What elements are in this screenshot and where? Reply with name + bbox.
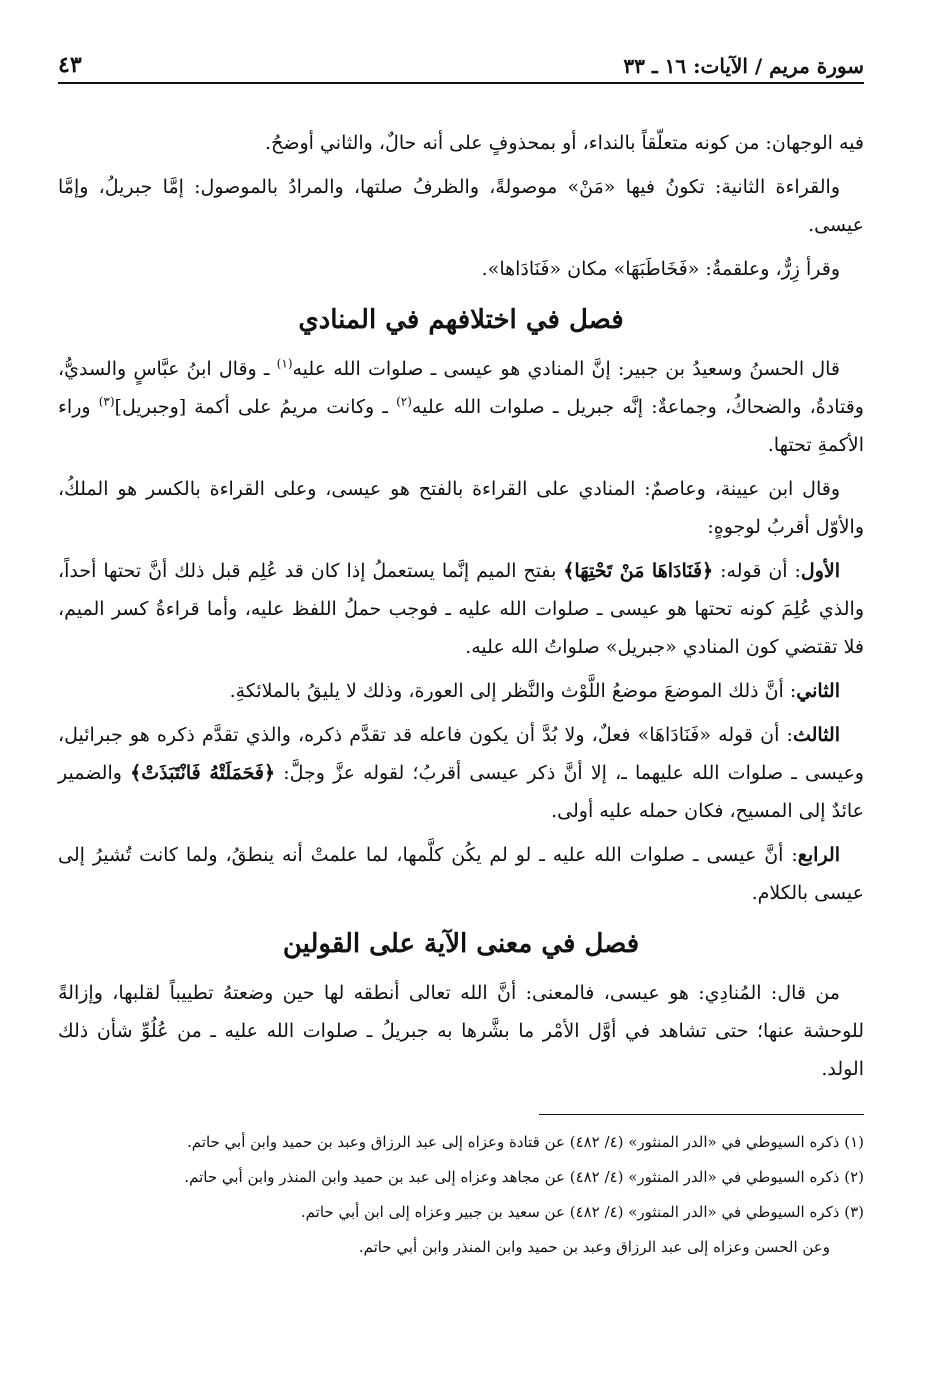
- text-run: : أنَّ ذلك الموضعَ موضعُ اللَّوْث والنَّظر إلى العورة، وذلك لا يليقُ بالملائكةِ.: [229, 680, 797, 702]
- quran-verse: ﴿فَحَمَلَتْهُ فَانْتَبَذَتْ﴾: [130, 762, 276, 784]
- point-label: الرابع: [797, 844, 840, 866]
- main-text: [58, 124, 864, 1088]
- quran-verse: ﴿فَنَادَاهَا مَنْ تَحْتِهَا﴾: [563, 560, 714, 582]
- footnote-ref[interactable]: (١): [276, 356, 293, 371]
- text-run: ـ وقال ابنُ عبَّاسٍ والسديُّ، وقتادةُ، والضحاكُ، وجماعةٌ: إنَّه جبريل ـ صلوات الله عليه: [58, 358, 864, 418]
- text-run: : أن قوله «فَنَادَاهَا» فعلٌ، ولا بُدَّ أن يكون فاعله قد تقدَّم ذكره، والذي تقدَّم ذكره هو جبرائيل، وعيسى ـ صلوات الله عليهما ـ، إلا أنَّ ذكر عيسى أقربُ؛ لقوله عزَّ وجلَّ:: [58, 724, 864, 784]
- paragraph-first: [58, 552, 864, 666]
- footnote-ref[interactable]: (٢): [396, 394, 412, 409]
- paragraph: وقال ابن عيينة، وعاصمٌ: المنادي على القراءة بالفتح هو عيسى، وعلى القراءة بالكسر هو الملكُ، والأوّل أقربُ لوجوهٍ:: [58, 478, 864, 538]
- running-header: [58, 42, 864, 84]
- paragraph: فيه الوجهان: من كونه متعلّقاً بالنداء، أو بمحذوفٍ على أنه حالٌ، والثاني أوضحُ.: [265, 132, 864, 154]
- text-run: وراء الأكمةِ تحتها.: [58, 396, 864, 456]
- footnotes: [58, 1127, 864, 1263]
- text-run: قال الحسنُ وسعيدُ بن جبير: إنَّ المنادي هو عيسى ـ صلوات الله عليه: [292, 358, 841, 380]
- footnote-ref[interactable]: (٣): [98, 394, 115, 409]
- text-run: والضمير عائدٌ إلى المسيح، فكان حمله عليه أولى.: [58, 762, 864, 822]
- paragraph-second: [58, 672, 864, 710]
- paragraph: [58, 350, 864, 464]
- footnote: (٢) ذكره السيوطي في «الدر المنثور» (٤/ ٤٨٢) عن مجاهد وعزاه إلى عبد بن حميد وابن المنذر وابن أبي حاتم.: [184, 1168, 864, 1186]
- paragraph: والقراءة الثانية: تكونُ فيها «مَنْ» موصولةً، والظرفُ صلتها، والمرادُ بالموصول: إمَّا جبريلُ، وإمَّا عيسى.: [58, 176, 864, 236]
- text-run: ـ وكانت مريمُ على أكمة [وجبريل]: [114, 396, 397, 418]
- paragraph-third: [58, 716, 864, 830]
- point-label: الثاني: [796, 680, 840, 702]
- paragraph: من قال: المُنادِي: هو عيسى، فالمعنى: أنَّ الله تعالى أنطقه لها حين وضعتهُ تطييباً لقلبها، وإزالةً للوحشة عنها؛ حتى تشاهد في أوَّل الأمْر ما بشَّرها به جبريلُ ـ صلوات الله عليه ـ من عُلُوِّ شأن ذلك الولد.: [58, 982, 864, 1080]
- paragraph: وقرأ زِرٌّ، وعلقمةُ: «فَخَاطَبَهَا» مكان «فَنَادَاها».: [481, 258, 840, 280]
- footnote: (٣) ذكره السيوطي في «الدر المنثور» (٤/ ٤٨٢) عن سعيد بن جبير وعزاه إلى ابن أبي حاتم.: [300, 1203, 864, 1221]
- footnote: (١) ذكره السيوطي في «الدر المنثور» (٤/ ٤٨٢) عن قتادة وعزاه إلى عبد الرزاق وعبد بن حميد وابن أبي حاتم.: [187, 1133, 864, 1151]
- footnote-separator: [539, 1114, 864, 1115]
- point-label: الأول: [800, 560, 840, 582]
- section-heading: فصل في معنى الآية على القولين: [282, 929, 640, 959]
- section-heading: فصل في اختلافهم في المنادي: [298, 305, 624, 335]
- text-run: بفتح الميم إنَّما يستعملُ إذا كان قد عُلِم قبل ذلك أنَّ تحتها أحداً، والذي عُلِمَ كونه تحتها هو عيسى ـ صلوات الله عليه ـ فوجب حملُ اللفظ عليه، وأما قراءةُ كسر الميم، فلا تقتضي كون المنادي «جبريل» صلواتُ الله عليه.: [58, 560, 864, 658]
- page-number: ٤٣: [58, 52, 82, 78]
- text-run: : أنَّ عيسى ـ صلوات الله عليه ـ لو لم يكُن كلَّمها، لما علمتْ أنه ينطقُ، ولما كانت تُشيرُ إلى عيسى بالكلام.: [58, 844, 864, 904]
- point-label: الثالث: [792, 724, 840, 746]
- text-run: : أن قوله:: [713, 560, 801, 582]
- header-title: سورة مريم / الآيات: ١٦ ـ ٣٣: [623, 54, 864, 78]
- footnote-continuation: وعن الحسن وعزاه إلى عبد الرزاق وعبد بن حميد وابن المنذر وابن أبي حاتم.: [358, 1238, 830, 1256]
- paragraph-fourth: [58, 836, 864, 912]
- book-page: [58, 42, 864, 1342]
